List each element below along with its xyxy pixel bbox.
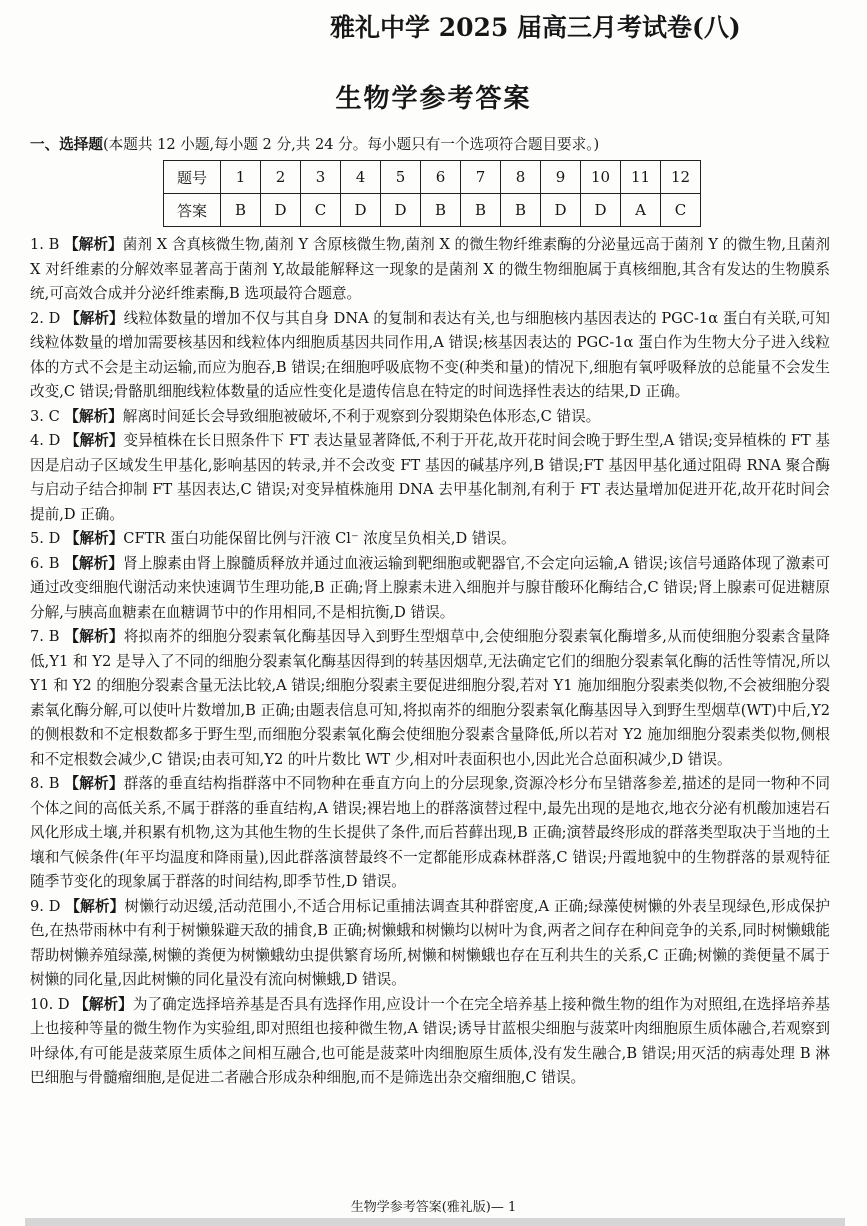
explanation-item	[30, 233, 830, 307]
answer-cell: D	[541, 194, 581, 227]
explanation-item	[30, 405, 830, 430]
item-text: 变异植株在长日照条件下 FT 表达量显著降低,不利于开花,故开花时间会晚于野生型,A 错误;变异植株的 FT 基因是启动子区域发生甲基化,影响基因的转录,并不会改变 FT 基因的碱基序列,B 错误;FT 基因甲基化通过阻碍 RNA 聚合酶与启动子结合抑制 FT 基因表达,C 错误;对变异植株施用 DNA 去甲基化制剂,有利于 FT 表达量增加促进开花,故开花时间会提前,D 正确。	[30, 432, 830, 523]
section-title: 一、选择题	[30, 136, 103, 153]
analysis-tag: 【解析】	[64, 236, 123, 253]
item-number: 6. B	[30, 554, 60, 572]
answer-cell: B	[501, 194, 541, 227]
question-number-cell: 5	[381, 161, 421, 194]
question-number-cell: 2	[261, 161, 301, 194]
item-number: 1. B	[30, 236, 60, 253]
row-label-answers: 答案	[164, 194, 221, 227]
question-number-cell: 6	[421, 161, 461, 194]
analysis-tag: 【解析】	[74, 995, 133, 1013]
answer-cell: D	[341, 194, 381, 227]
explanation-item	[30, 625, 830, 772]
item-text: 解离时间延长会导致细胞被破坏,不利于观察到分裂期染色体形态,C 错误。	[122, 407, 601, 425]
item-number: 5. D	[30, 530, 61, 547]
question-number-cell: 7	[461, 161, 501, 194]
analysis-tag: 【解析】	[65, 897, 125, 915]
answer-cell: A	[621, 194, 661, 227]
answer-cell: C	[301, 194, 341, 227]
answer-table	[163, 160, 701, 227]
analysis-tag: 【解析】	[64, 554, 124, 572]
answer-cell: D	[381, 194, 421, 227]
item-text: 为了确定选择培养基是否具有选择作用,应设计一个在完全培养基上接种微生物的组作为对照组,在选择培养基上也接种等量的微生物作为实验组,即对照组也接种微生物,A 错误;诱导甘蓝根尖细胞与菠菜叶肉细胞原生质体融合,若观察到叶绿体,有可能是菠菜原生质体之间相互融合,也可能是菠菜叶肉细胞原生质体,没有发生融合,B 错误;用灭活的病毒处理 B 淋巴细胞与骨髓瘤细胞,是促进二者融合形成杂种细胞,而不是筛选出杂交瘤细胞,C 错误。	[30, 995, 830, 1086]
explanation-item	[30, 552, 830, 626]
analysis-tag: 【解析】	[64, 407, 123, 425]
answer-cell: D	[261, 194, 301, 227]
section-note: (本题共 12 小题,每小题 2 分,共 24 分。每小题只有一个选项符合题目要求。)	[102, 136, 600, 153]
item-text: 将拟南芥的细胞分裂素氧化酶基因导入到野生型烟草中,会使细胞分裂素氧化酶增多,从而使细胞分裂素含量降低,Y1 和 Y2 是导入了不同的细胞分裂素氧化酶基因得到的转基因烟草,无法确定它们的细胞分裂素氧化酶的活性等情况,所以 Y1 和 Y2 的细胞分裂素含量无法比较,A 错误;细胞分裂素主要促进细胞分裂,若对 Y1 施加细胞分裂素类似物,不会被细胞分裂素氧化酶分解,可以使叶片数增加,B 正确;由题表信息可知,将拟南芥的细胞分裂素氧化酶基因导入到野生型烟草(WT)中后,Y2 的侧根数和不定根数都多于野生型,而细胞分裂素氧化酶会使细胞分裂素含量降低,所以若对 Y2 施加细胞分裂素类似物,侧根和不定根数会减少,C 错误;由表可知,Y2 的叶片数比 WT 少,相对叶表面积也小,因此光合总面积减少,D 错误。	[30, 628, 830, 768]
explanation-item	[30, 307, 830, 405]
item-text: 线粒体数量的增加不仅与其自身 DNA 的复制和表达有关,也与细胞核内基因表达的 PGC-1α 蛋白有关联,可知线粒体数量的增加需要核基因和线粒体内细胞质基因共同作用,A 错误;核基因表达的 PGC-1α 蛋白作为生物大分子进入线粒体的方式不会是主动运输,而应为胞吞,B 错误;在细胞呼吸底物不变(种类和量)的情况下,细胞有氧呼吸释放的总能量不会发生改变,C 错误;骨骼肌细胞线粒体数量的适应性变化是遗传信息在特定的时间选择性表达的结果,D 正确。	[30, 309, 831, 400]
question-number-cell: 12	[661, 161, 701, 194]
item-number: 8. B	[30, 775, 60, 792]
question-number-cell: 1	[221, 161, 261, 194]
explanation-item	[30, 993, 830, 1091]
question-number-cell: 9	[541, 161, 581, 194]
item-text: 树懒行动迟缓,活动范围小,不适合用标记重捕法调查其种群密度,A 正确;绿藻使树懒的外表呈现绿色,形成保护色,在热带雨林中有利于树懒躲避天敌的捕食,B 正确;树懒蛾和树懒均以树叶为食,两者之间存在种间竞争的关系,同时树懒蛾能帮助树懒养殖绿藻,树懒的粪便为树懒蛾幼虫提供繁育场所,树懒和树懒蛾也存在互利共生的关系,C 正确;树懒的粪便量不属于树懒的同化量,因此树懒的同化量没有流向树懒蛾,D 错误。	[30, 897, 831, 988]
analysis-tag: 【解析】	[64, 530, 124, 547]
answer-cell: B	[461, 194, 501, 227]
page-footer: 生物学参考答案(雅礼版)— 1	[350, 1200, 517, 1215]
answer-cell: D	[581, 194, 621, 227]
explanation-item	[30, 527, 830, 552]
item-text: 群落的垂直结构指群落中不同物种在垂直方向上的分层现象,资源冷杉分布呈错落参差,描述的是同一物种不同个体之间的高低关系,不属于群落的垂直结构,A 错误;裸岩地上的群落演替过程中,最先出现的是地衣,地衣分泌有机酸加速岩石风化形成土壤,并积累有机物,这为其他生物的生长提供了条件,而后苔藓出现,B 正确;演替最终形成的群落类型取决于当地的土壤和气候条件(年平均温度和降雨量),因此群落演替最终不一定都能形成森林群落,C 错误;丹霞地貌中的生物群落的景观特征随季节变化的现象属于群落的时间结构,即季节性,D 错误。	[30, 775, 830, 890]
item-number: 7. B	[30, 628, 60, 645]
explanation-item	[30, 772, 830, 895]
question-number-row	[164, 161, 701, 194]
question-number-cell: 4	[341, 161, 381, 194]
explanation-item	[30, 895, 830, 993]
question-number-cell: 11	[621, 161, 661, 194]
item-number: 3. C	[30, 407, 60, 425]
item-number: 4. D	[30, 432, 61, 449]
answer-cell: B	[221, 194, 261, 227]
explanation-list	[30, 233, 830, 1091]
exam-header-title: 雅礼中学 2025 届高三月考试卷(八)	[330, 13, 741, 42]
answer-row	[164, 194, 701, 227]
analysis-tag: 【解析】	[64, 775, 124, 792]
row-label-numbers: 题号	[164, 161, 221, 194]
answer-cell: B	[421, 194, 461, 227]
document-title: 生物学参考答案	[335, 84, 532, 114]
question-number-cell: 3	[301, 161, 341, 194]
item-number: 9. D	[30, 897, 61, 915]
analysis-tag: 【解析】	[65, 309, 124, 327]
section-heading	[30, 133, 860, 154]
answer-cell: C	[661, 194, 701, 227]
item-text: CFTR 蛋白功能保留比例与汗液 Cl⁻ 浓度呈负相关,D 错误。	[123, 530, 516, 547]
item-text: 肾上腺素由肾上腺髓质释放并通过血液运输到靶细胞或靶器官,不会定向运输,A 错误;该信号通路体现了激素可通过改变细胞代谢活动来快速调节生理功能,B 正确;肾上腺素未进入细胞并与腺苷酸环化酶结合,C 错误;肾上腺素可促进糖原分解,与胰高血糖素在血糖调节中的作用相同,不是相抗衡,D 错误。	[30, 554, 830, 621]
analysis-tag: 【解析】	[64, 628, 124, 645]
item-text: 菌剂 X 含真核微生物,菌剂 Y 含原核微生物,菌剂 X 的微生物纤维素酶的分泌量远高于菌剂 Y 的微生物,且菌剂 X 对纤维素的分解效率显著高于菌剂 Y,故最能解释这一现象的是菌剂 X 的微生物细胞属于真核细胞,其含有发达的生物膜系统,可高效合成并分泌纤维素酶,B 选项最符合题意。	[30, 236, 830, 302]
item-number: 10. D	[30, 995, 70, 1013]
question-number-cell: 8	[501, 161, 541, 194]
explanation-item	[30, 429, 830, 527]
item-number: 2. D	[30, 309, 61, 327]
scan-edge-shadow	[25, 1218, 845, 1226]
question-number-cell: 10	[581, 161, 621, 194]
analysis-tag: 【解析】	[64, 432, 124, 449]
